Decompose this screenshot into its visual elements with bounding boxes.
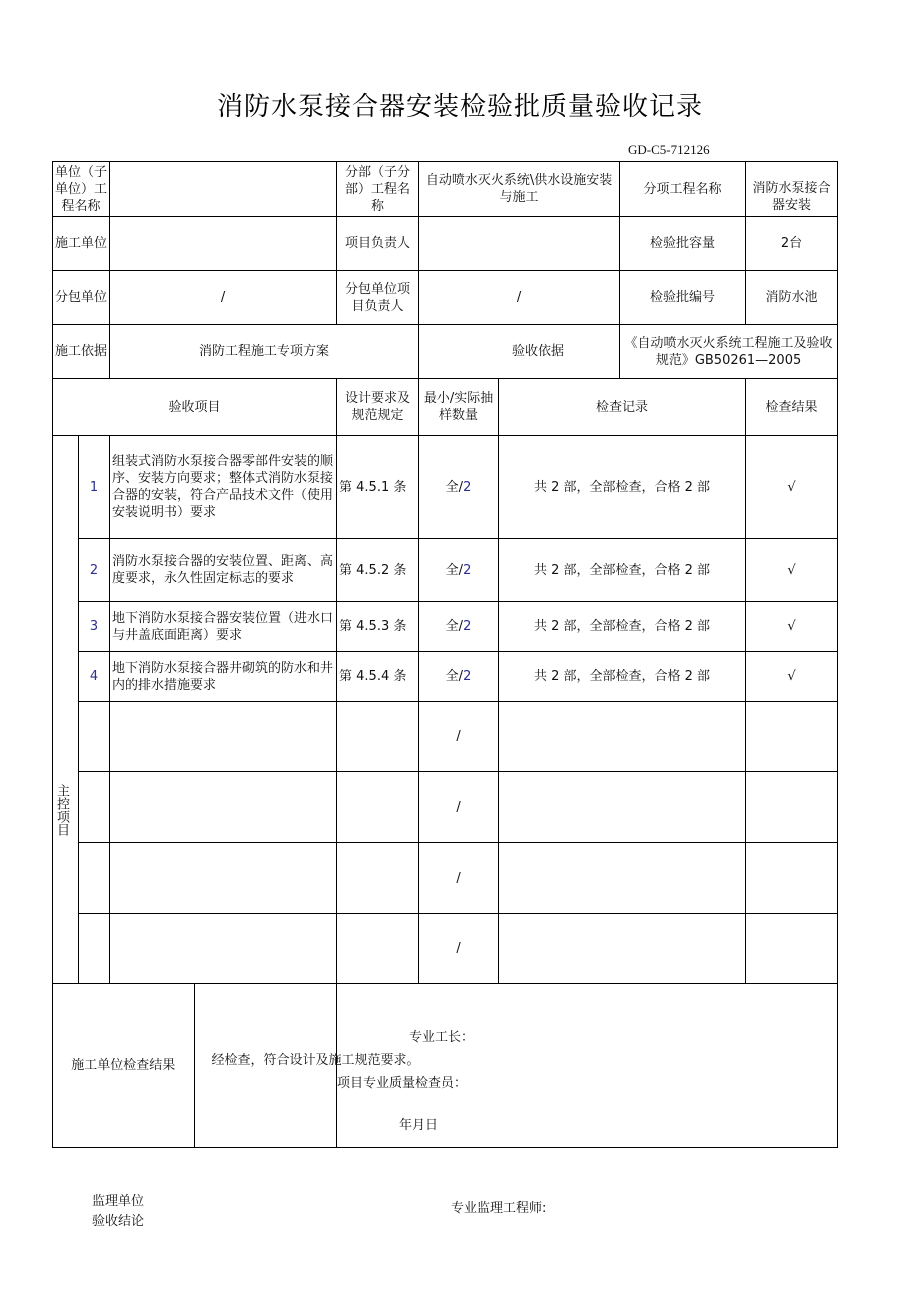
supervision-label: 监理单位 验收结论 — [92, 1194, 145, 1229]
acceptance-basis-value: 《自动喷水灭火系统工程施工及验收规范》GB50261—2005 — [620, 325, 838, 379]
table-row — [53, 914, 838, 984]
row-number: 3 — [79, 602, 110, 652]
builder-check-label: 施工单位检查结果 — [53, 984, 194, 1147]
table-row — [53, 652, 838, 702]
row-sample: / — [419, 702, 499, 772]
check-date: 年月日 — [399, 1117, 439, 1133]
row-spec: 第 4.5.4 条 — [337, 652, 419, 702]
row-record: 共 2 部，全部检查，合格 2 部 — [499, 602, 746, 652]
row-result: √ — [746, 602, 838, 652]
construction-basis-label: 施工依据 — [53, 325, 110, 379]
row-record: 共 2 部，全部检查，合格 2 部 — [499, 652, 746, 702]
row-spec: 第 4.5.2 条 — [337, 539, 419, 602]
acceptance-record-table — [52, 161, 838, 1148]
sub-pm-value: / — [419, 271, 620, 325]
builder-label: 施工单位 — [53, 217, 110, 271]
unit-label: 单位（子单位）工程名称 — [53, 162, 110, 217]
unit-value — [110, 162, 337, 217]
acceptance-basis-label: 验收依据 — [419, 325, 620, 379]
column-header-spec: 设计要求及规范规定 — [337, 379, 419, 436]
table-row — [53, 702, 838, 772]
batch-number-label: 检验批编号 — [620, 271, 746, 325]
row-result: √ — [746, 652, 838, 702]
row-spec: 第 4.5.1 条 — [337, 436, 419, 539]
subcontractor-label: 分包单位 — [53, 271, 110, 325]
project-manager-label: 项目负责人 — [337, 217, 419, 271]
column-header-result: 检查结果 — [746, 379, 838, 436]
row-sample: 全/2 — [419, 602, 499, 652]
section-label: 主控项目 — [54, 783, 69, 836]
foreman-signature: 专业工长： — [409, 1029, 475, 1045]
table-row — [53, 772, 838, 843]
row-description: 地下消防水泵接合器井砌筑的防水和井内的排水措施要求 — [110, 652, 337, 702]
page-title: 消防水泵接合器安装检验批质量验收记录 — [216, 92, 703, 122]
sub-project-value: 自动喷水灭火系统\供水设施安装与施工 — [419, 162, 620, 217]
table-row — [53, 843, 838, 914]
row-description: 组装式消防水泵接合器零部件安装的顺序、安装方向要求；整体式消防水泵接合器的安装，符合产品技术文件（使用安装说明书）要求 — [110, 436, 337, 539]
row-description: 地下消防水泵接合器安装位置（进水口与井盖底面距离）要求 — [110, 602, 337, 652]
row-sample: / — [419, 772, 499, 843]
row-number: 4 — [79, 652, 110, 702]
column-header-sample: 最小/实际抽样数量 — [419, 379, 499, 436]
row-description: 消防水泵接合器的安装位置、距离、高度要求，永久性固定标志的要求 — [110, 539, 337, 602]
batch-number-value: 消防水池 — [746, 271, 838, 325]
sub-pm-label: 分包单位项目负责人 — [337, 271, 419, 325]
project-manager-value — [419, 217, 620, 271]
row-result: √ — [746, 539, 838, 602]
row-sample: 全/2 — [419, 436, 499, 539]
row-spec: 第 4.5.3 条 — [337, 602, 419, 652]
supervision-engineer: 专业监理工程师: — [451, 1201, 547, 1216]
row-number: 1 — [79, 436, 110, 539]
row-number: 2 — [79, 539, 110, 602]
column-header-record: 检查记录 — [499, 379, 746, 436]
construction-basis-value: 消防工程施工专项方案 — [110, 325, 419, 379]
column-header-item: 验收项目 — [53, 379, 337, 436]
capacity-value: 2台 — [746, 217, 838, 271]
item-project-label: 分项工程名称 — [620, 162, 746, 217]
subcontractor-value: / — [110, 271, 337, 325]
table-row — [53, 602, 838, 652]
check-conclusion: 经检查，符合设计及施工规范要求。 — [211, 1052, 420, 1068]
row-record: 共 2 部，全部检查，合格 2 部 — [499, 539, 746, 602]
row-sample: 全/2 — [419, 652, 499, 702]
capacity-label: 检验批容量 — [620, 217, 746, 271]
document-code: GD-C5-712126 — [628, 142, 710, 157]
row-result: √ — [746, 436, 838, 539]
row-sample: 全/2 — [419, 539, 499, 602]
row-sample: / — [419, 914, 499, 984]
item-project-value: 消防水泵接合器安装 — [746, 162, 838, 217]
row-sample: / — [419, 843, 499, 914]
table-row — [53, 436, 838, 539]
row-record: 共 2 部，全部检查，合格 2 部 — [499, 436, 746, 539]
table-row — [53, 539, 838, 602]
inspector-signature: 项目专业质量检查员： — [337, 1075, 468, 1091]
builder-value — [110, 217, 337, 271]
sub-project-label: 分部（子分部）工程名称 — [337, 162, 419, 217]
section-label-cell — [53, 436, 79, 984]
